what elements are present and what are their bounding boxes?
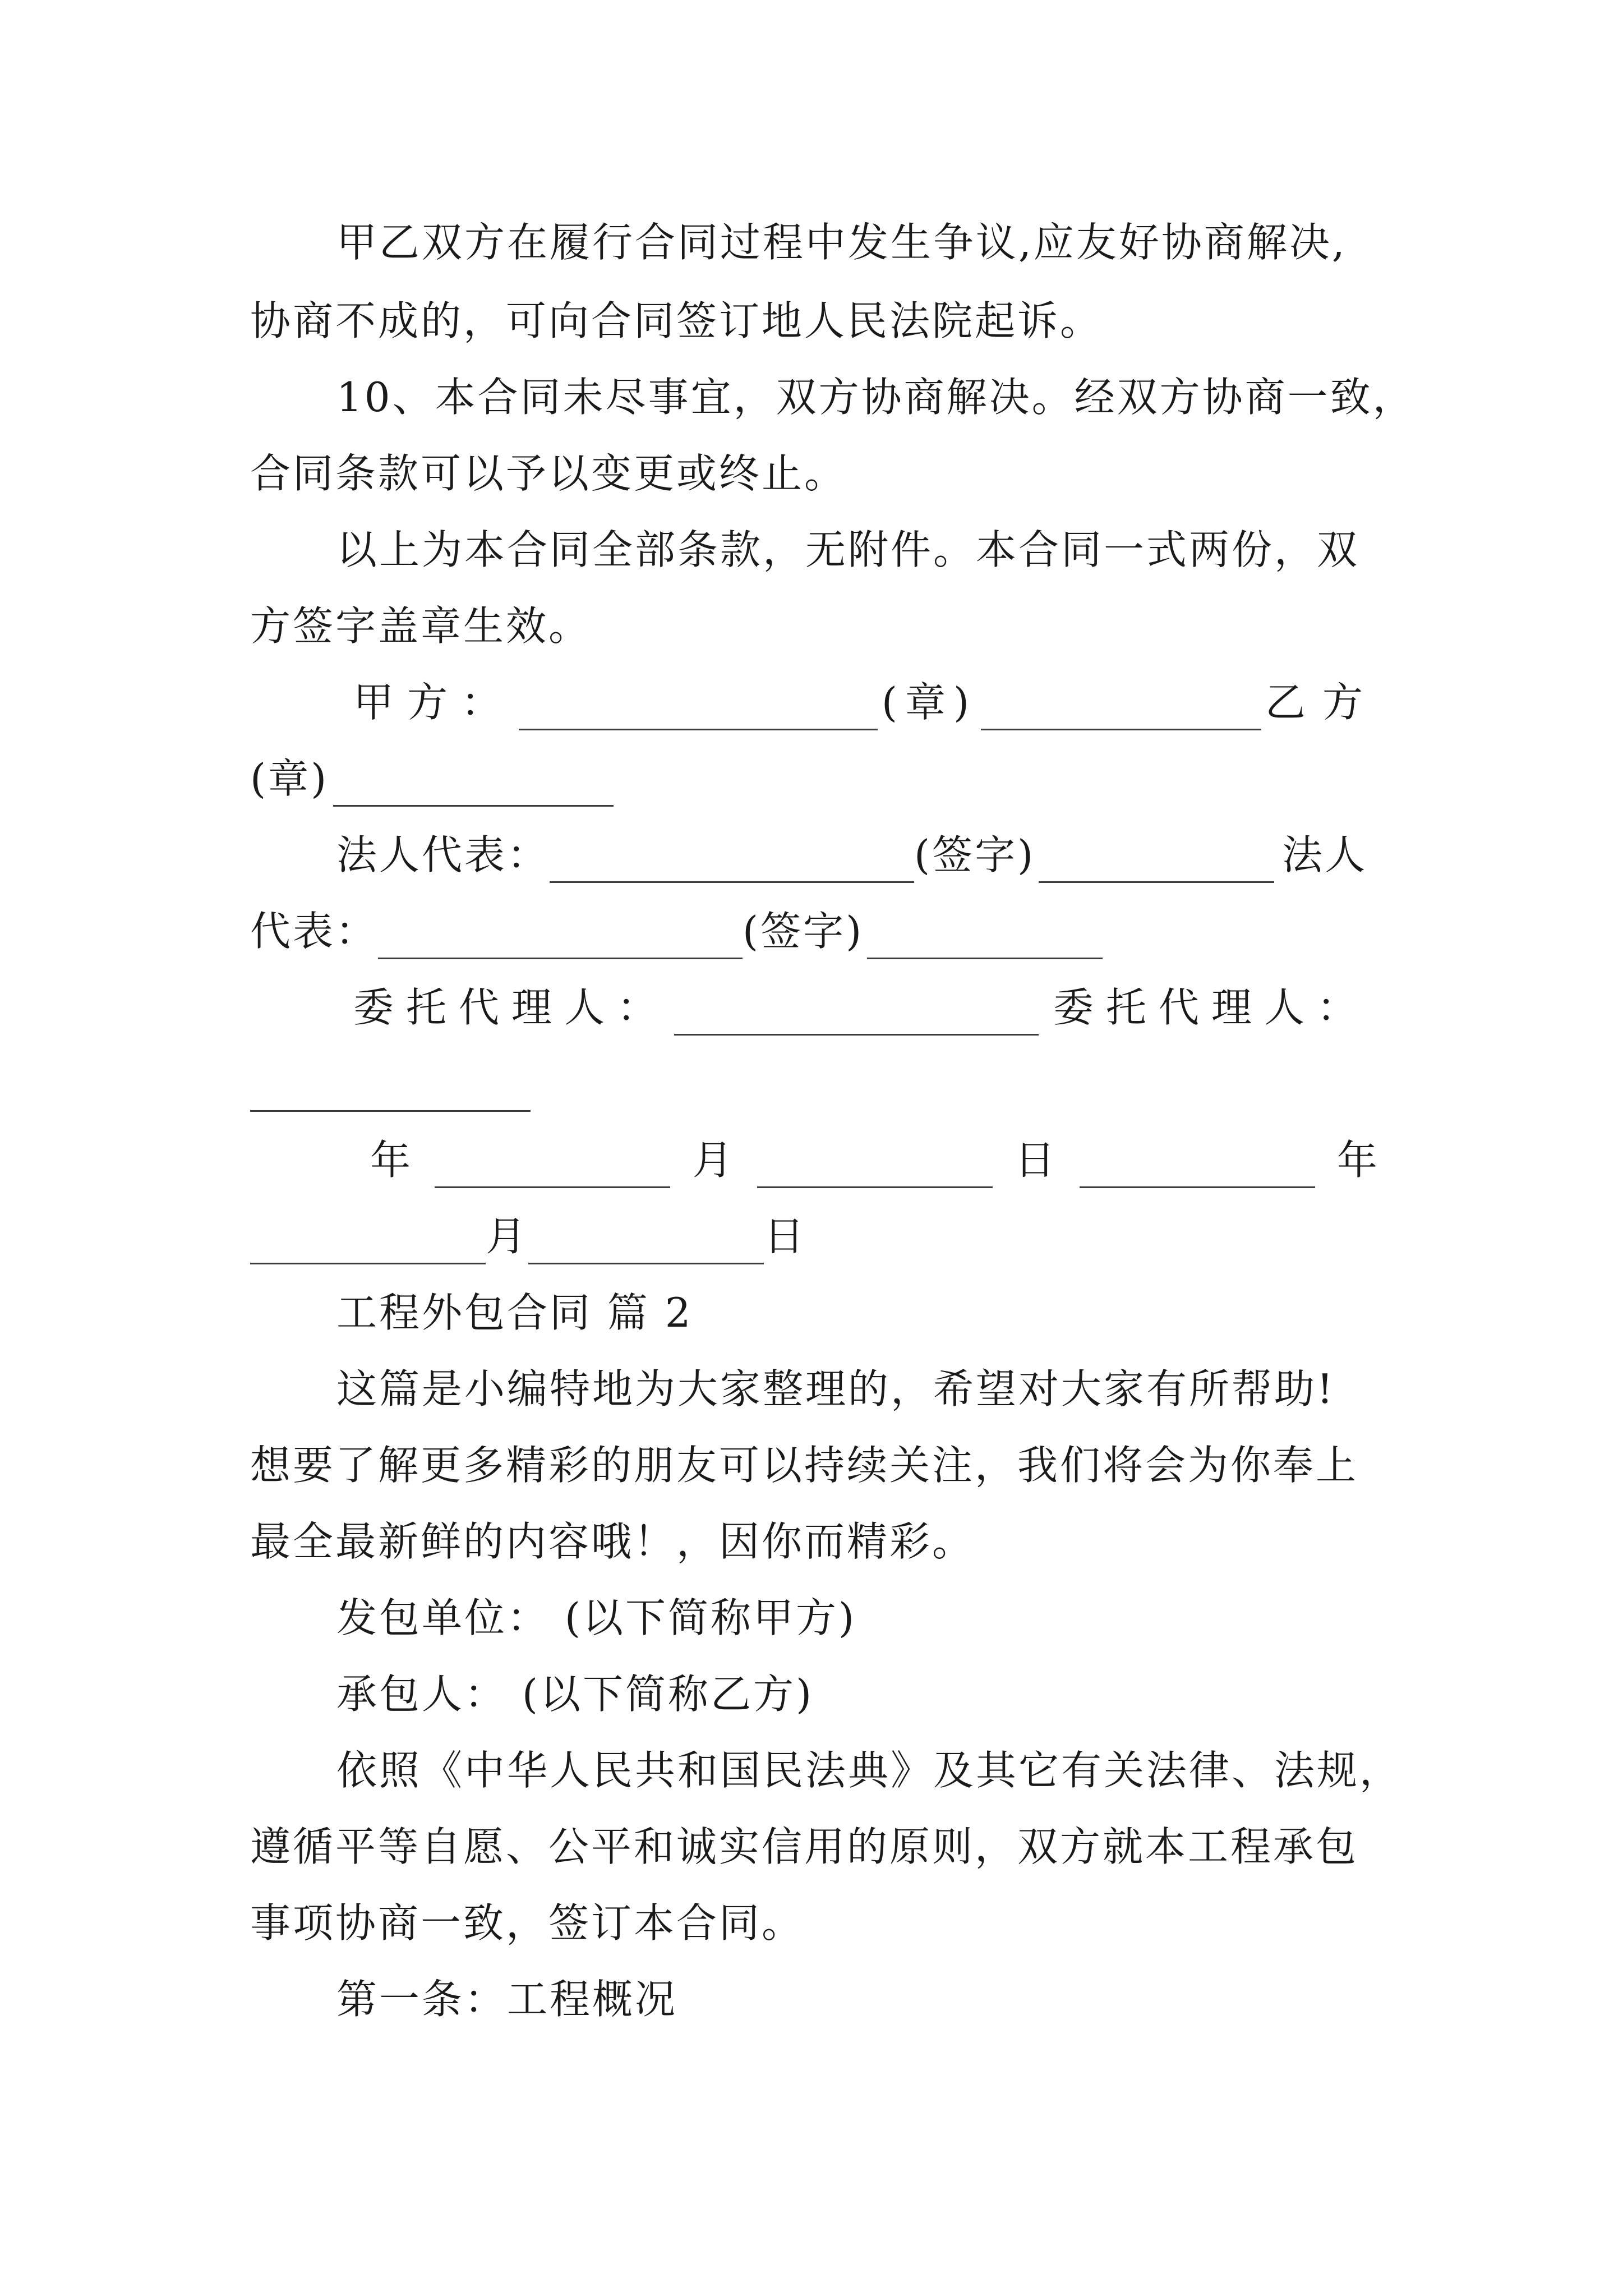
- party-a-label: 甲方：: [353, 679, 515, 726]
- date-b-month-label: 月: [486, 1213, 529, 1260]
- date-a-year-blank: [435, 1147, 670, 1188]
- legal-rep-b-blank: [378, 918, 743, 959]
- date-line-a: [370, 1132, 1380, 1188]
- agent-b-blank: [250, 1071, 531, 1112]
- date-a-day-label: 日: [1015, 1137, 1058, 1184]
- legal-rep-a-label: 法人代表：: [336, 831, 550, 878]
- employer-line: 发包单位： (以下简称甲方): [336, 1594, 857, 1641]
- legal-rep-a-sign-blank: [1039, 842, 1274, 883]
- legal-basis-line-3: 事项协商一致，签订本合同。: [250, 1899, 805, 1947]
- legal-rep-a-blank: [550, 842, 914, 883]
- section-2-intro-line-2: 想要了解更多精彩的朋友可以持续关注，我们将会为你奉上: [250, 1442, 1359, 1489]
- agent-b-label: 委托代理人：: [1053, 984, 1370, 1031]
- paragraph-terms-line-1: 以上为本合同全部条款，无附件。本合同一式两份，双: [336, 526, 1360, 573]
- party-a-seal-blank: [981, 689, 1261, 730]
- party-b-seal-label: (章): [250, 755, 329, 802]
- legal-basis-line-1: 依照《中华人民共和国民法典》及其它有关法律、法规，: [336, 1747, 1403, 1794]
- legal-rep-b-line: [250, 903, 1394, 959]
- paragraph-clause-10-line-2: 合同条款可以予以变更或终止。: [250, 450, 847, 497]
- party-b-seal-blank: [333, 766, 614, 807]
- party-a-blank: [519, 689, 878, 730]
- article-1-heading: 第一条：工程概况: [336, 1976, 678, 2023]
- date-b-month-blank: [250, 1223, 486, 1264]
- date-a-month-blank: [757, 1147, 993, 1188]
- paragraph-clause-10-line-1: 10、本合同未尽事宜，双方协商解决。经双方协商一致，: [336, 374, 1415, 421]
- party-b-seal-line: [250, 751, 1394, 807]
- section-2-title: 工程外包合同 篇 2: [336, 1289, 693, 1336]
- signature-party-line: [353, 674, 1380, 730]
- paragraph-dispute-line-1: 甲乙双方在履行合同过程中发生争议,应友好协商解决,: [336, 219, 1347, 266]
- legal-basis-line-2: 遵循平等自愿、公平和诚实信用的原则，双方就本工程承包: [250, 1823, 1359, 1870]
- date-a-year-label: 年: [370, 1137, 413, 1184]
- date-b-year-label: 年: [1336, 1137, 1380, 1184]
- contractor-line: 承包人： (以下简称乙方): [336, 1671, 814, 1718]
- agent-b-blank-line: [250, 1056, 1394, 1112]
- agent-a-label: 委托代理人：: [353, 984, 670, 1031]
- date-b-year-blank: [1080, 1147, 1315, 1188]
- legal-rep-b-sign-blank: [867, 918, 1103, 959]
- date-b-day-label: 日: [764, 1213, 807, 1260]
- date-a-month-label: 月: [692, 1137, 735, 1184]
- legal-rep-b-label-part2: 代表：: [250, 908, 379, 955]
- agent-a-blank: [674, 995, 1039, 1036]
- legal-rep-line: [336, 827, 1396, 883]
- legal-rep-a-sign-label: (签字): [914, 831, 1036, 878]
- date-line-b: [250, 1208, 1394, 1264]
- paragraph-terms-line-2: 方签字盖章生效。: [250, 602, 592, 650]
- party-b-label: 乙方: [1265, 679, 1380, 726]
- section-2-intro-line-3: 最全最新鲜的内容哦！，因你而精彩。: [250, 1518, 975, 1565]
- legal-rep-b-label-part1: 法人: [1282, 831, 1368, 878]
- paragraph-dispute-line-2: 协商不成的，可向合同签订地人民法院起诉。: [250, 297, 1103, 344]
- party-a-seal-label: (章): [881, 679, 978, 726]
- legal-rep-b-sign-label: (签字): [743, 908, 864, 955]
- date-b-day-blank: [528, 1223, 764, 1264]
- section-2-intro-line-1: 这篇是小编特地为大家整理的，希望对大家有所帮助!: [336, 1365, 1335, 1412]
- agent-line: [353, 979, 1380, 1036]
